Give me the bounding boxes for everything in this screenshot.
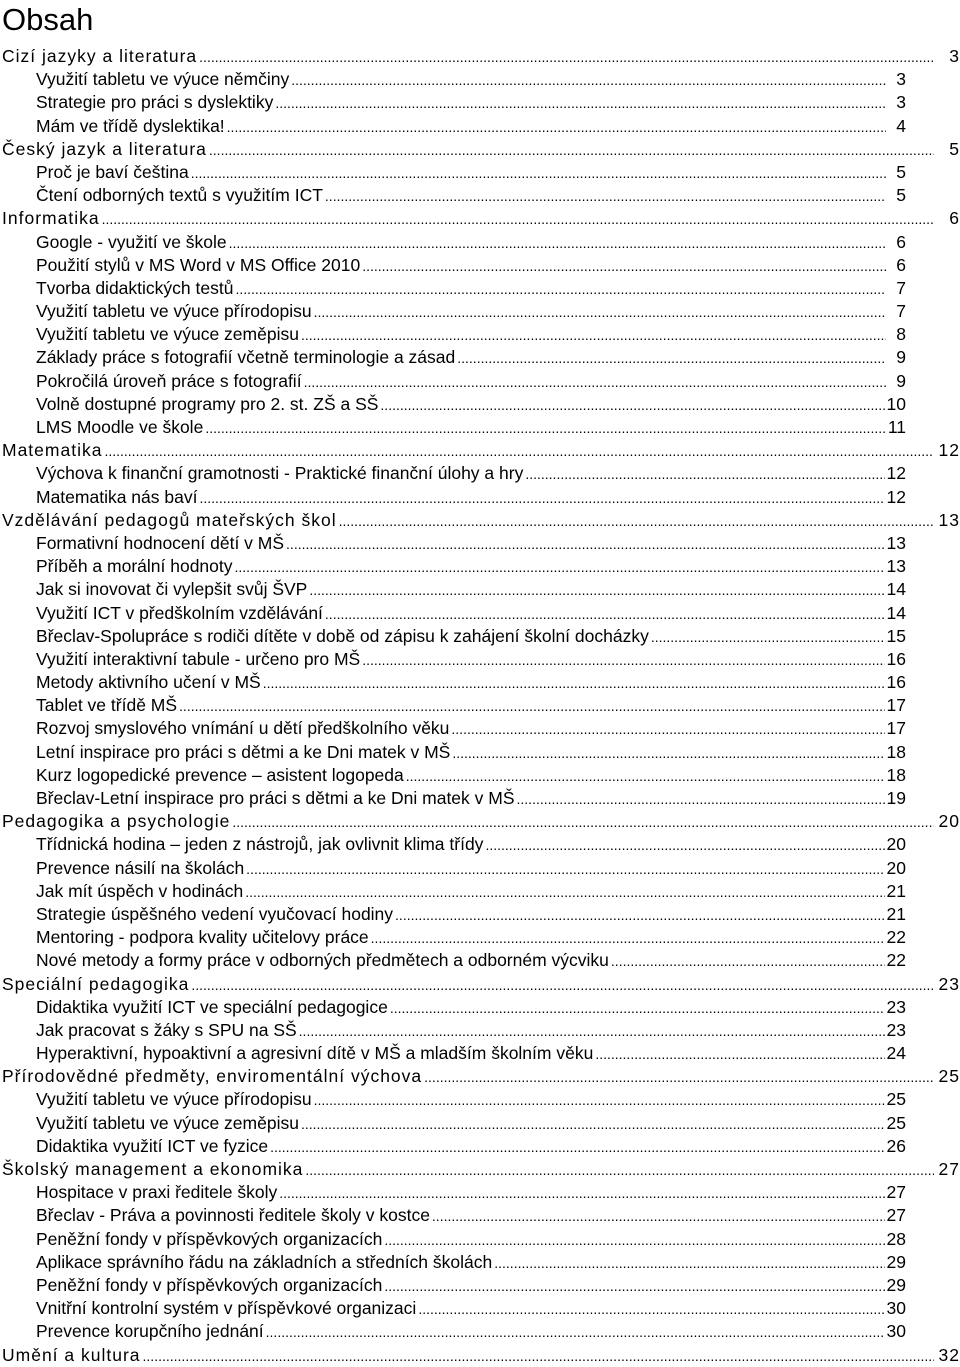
dot-leader	[266, 1320, 885, 1343]
toc-section-entry[interactable]	[0, 648, 960, 671]
dot-leader	[286, 532, 884, 555]
dot-leader	[102, 207, 934, 230]
toc-section-entry[interactable]	[0, 996, 960, 1019]
toc-page-number: 19	[886, 788, 906, 808]
dot-leader	[246, 857, 884, 880]
toc-entry-label: Cizí jazyky a literatura	[2, 46, 198, 66]
toc-section-entry[interactable]	[0, 1019, 960, 1042]
toc-entry-label: Prevence korupčního jednání	[36, 1321, 264, 1342]
toc-chapter-entry[interactable]	[0, 1344, 960, 1367]
dot-leader	[205, 416, 886, 439]
toc-page-number: 14	[886, 579, 906, 600]
toc-entry-label: Nové metody a formy práce v odborných předmětech a odborném výcviku	[36, 950, 609, 971]
dot-leader	[325, 184, 886, 207]
dot-leader	[104, 439, 934, 462]
toc-entry-label: Rozvoj smyslového vnímání u dětí předškolního věku	[36, 718, 450, 739]
toc-entry-label: Vnitřní kontrolní systém v příspěvkové organizaci	[36, 1298, 417, 1319]
dot-leader	[309, 578, 884, 601]
toc-section-entry[interactable]	[0, 880, 960, 903]
toc-chapter-entry[interactable]	[0, 1065, 960, 1088]
toc-section-entry[interactable]	[0, 1042, 960, 1065]
toc-chapter-entry[interactable]	[0, 45, 960, 68]
toc-entry-label: Didaktika využití ICT ve fyzice	[36, 1135, 269, 1156]
toc-entry-label: Mám ve třídě dyslektika!	[36, 115, 225, 136]
toc-entry-label: Využití interaktivní tabule - určeno pro MŠ	[36, 648, 361, 669]
toc-entry-label: Základy práce s fotografií včetně terminologie a zásad	[36, 347, 456, 368]
toc-page-number: 9	[896, 347, 906, 368]
toc-page-number: 27	[938, 1159, 960, 1179]
toc-page-number: 12	[938, 440, 960, 461]
dot-leader	[232, 810, 934, 833]
toc-section-entry[interactable]	[0, 671, 960, 694]
toc-page-number: 13	[938, 509, 960, 530]
toc-section-entry[interactable]	[0, 1135, 960, 1158]
toc-page-number: 6	[896, 254, 906, 275]
toc-entry-label: Peněžní fondy v příspěvkových organizacích	[36, 1228, 383, 1249]
toc-entry-label: Využití ICT v předškolním vzdělávání	[36, 602, 323, 623]
toc-section-entry[interactable]	[0, 1181, 960, 1204]
toc-entry-label: Český jazyk a literatura	[2, 138, 207, 159]
dot-leader	[325, 602, 885, 625]
toc-section-entry[interactable]	[0, 903, 960, 926]
toc-entry-label: Volně dostupné programy pro 2. st. ZŠ a SŠ	[36, 393, 379, 414]
toc-entry-label: Hospitace v praxi ředitele školy	[36, 1182, 278, 1203]
dot-leader	[418, 1297, 884, 1320]
dot-leader	[457, 346, 886, 369]
toc-section-entry[interactable]	[0, 254, 960, 277]
toc-page-number: 8	[896, 324, 906, 345]
toc-page-number: 10	[886, 393, 906, 414]
toc-section-entry[interactable]	[0, 1251, 960, 1274]
toc-section-entry[interactable]	[0, 184, 960, 207]
toc-section-entry[interactable]	[0, 1228, 960, 1251]
toc-page-number: 7	[896, 277, 906, 298]
toc-section-entry[interactable]	[0, 323, 960, 346]
toc-page-number: 6	[949, 208, 960, 229]
toc-page-number: 16	[886, 672, 906, 693]
dot-leader	[384, 1228, 884, 1251]
dot-leader	[299, 1019, 885, 1042]
toc-page-number: 3	[896, 92, 906, 113]
toc-page-number: 20	[886, 857, 906, 878]
toc-section-entry[interactable]	[0, 1320, 960, 1343]
toc-page-number: 18	[886, 764, 906, 785]
toc-entry-label: Strategie pro práci s dyslektiky	[36, 92, 274, 113]
toc-section-entry[interactable]	[0, 532, 960, 555]
toc-page-number: 3	[896, 69, 906, 90]
toc-section-entry[interactable]	[0, 1297, 960, 1320]
toc-entry-label: Tablet ve třídě MŠ	[36, 695, 178, 716]
toc-section-entry[interactable]	[0, 393, 960, 416]
toc-page-number: 15	[886, 625, 906, 646]
toc-page-number: 26	[886, 1135, 906, 1156]
toc-section-entry[interactable]	[0, 300, 960, 323]
dot-leader	[245, 880, 884, 903]
toc-section-entry[interactable]	[0, 161, 960, 184]
toc-entry-label: Přírodovědné předměty, enviromentální výchova	[2, 1066, 423, 1087]
dot-leader	[304, 370, 886, 393]
toc-entry-label: Informatika	[2, 208, 100, 229]
toc-entry-label: Jak pracovat s žáky s SPU na SŠ	[36, 1019, 297, 1040]
toc-page-number: 7	[896, 301, 906, 322]
toc-section-entry[interactable]	[0, 68, 960, 91]
dot-leader	[406, 764, 885, 787]
toc-page-number: 18	[886, 741, 906, 762]
toc-entry-label: Pedagogika a psychologie	[2, 811, 231, 832]
dot-leader	[275, 91, 886, 114]
toc-entry-label: Strategie úspěšného vedení vyučovací hodiny	[36, 903, 394, 924]
toc-section-entry[interactable]	[0, 926, 960, 949]
dot-leader	[235, 555, 885, 578]
toc-entry-label: Využití tabletu ve výuce zeměpisu	[36, 1112, 299, 1133]
toc-chapter-entry[interactable]	[0, 207, 960, 230]
toc-entry-label: Jak si inovovat či vylepšit svůj ŠVP	[36, 579, 308, 600]
dot-leader	[485, 833, 884, 856]
dot-leader	[191, 973, 934, 996]
toc-section-entry[interactable]	[0, 486, 960, 509]
toc-page-number: 24	[886, 1043, 906, 1064]
toc-section-entry[interactable]	[0, 764, 960, 787]
toc-section-entry[interactable]	[0, 1112, 960, 1135]
dot-leader	[270, 1135, 884, 1158]
toc-page-number: 4	[896, 115, 906, 136]
toc-entry-label: Vzdělávání pedagogů mateřských škol	[2, 509, 337, 530]
toc-page-number: 23	[886, 1019, 906, 1040]
dot-leader	[651, 625, 885, 648]
toc-section-entry[interactable]	[0, 1274, 960, 1297]
toc-entry-label: Jak mít úspěch v hodinách	[36, 880, 244, 901]
dot-leader	[227, 115, 886, 138]
toc-section-entry[interactable]	[0, 91, 960, 114]
dot-leader	[362, 648, 884, 671]
toc-section-entry[interactable]	[0, 625, 960, 648]
toc-page-number: 9	[896, 370, 906, 391]
toc-section-entry[interactable]	[0, 787, 960, 810]
toc-entry-label: Matematika	[2, 440, 103, 461]
toc-page-number: 27	[886, 1182, 906, 1203]
table-of-contents	[0, 45, 960, 1367]
toc-chapter-entry[interactable]	[0, 973, 960, 996]
toc-page-number: 28	[886, 1228, 906, 1249]
toc-entry-label: Čtení odborných textů s využitím ICT	[36, 185, 323, 206]
dot-leader	[380, 393, 884, 416]
toc-page-number: 25	[938, 1066, 960, 1087]
toc-entry-label: Hyperaktivní, hypoaktivní a agresivní dítě v MŠ a mladším školním věku	[36, 1043, 594, 1064]
toc-entry-label: Tvorba didaktických testů	[36, 277, 234, 298]
dot-leader	[371, 926, 885, 949]
dot-leader	[362, 254, 886, 277]
toc-section-entry[interactable]	[0, 1088, 960, 1111]
toc-entry-label: Kurz logopedické prevence – asistent logopeda	[36, 764, 404, 785]
toc-page-number: 20	[938, 811, 960, 832]
toc-chapter-entry[interactable]	[0, 810, 960, 833]
page-title: Obsah	[2, 2, 94, 37]
toc-page-number: 27	[886, 1205, 906, 1226]
dot-leader	[314, 300, 886, 323]
toc-entry-label: Aplikace správního řádu na základních a středních školách	[36, 1251, 493, 1272]
toc-section-entry[interactable]	[0, 277, 960, 300]
dot-leader	[301, 1112, 885, 1135]
dot-leader	[229, 231, 886, 254]
toc-page-number: 11	[887, 417, 906, 437]
toc-entry-label: Letní inspirace pro práci s dětmi a ke Dni matek v MŠ	[36, 741, 451, 762]
toc-page-number: 22	[886, 927, 906, 948]
toc-entry-label: Břeclav - Práva a povinnosti ředitele školy v kostce	[36, 1205, 430, 1226]
toc-page-number: 29	[886, 1274, 906, 1295]
toc-chapter-entry[interactable]	[0, 138, 960, 161]
toc-entry-label: Využití tabletu ve výuce přírodopisu	[36, 301, 312, 322]
dot-leader	[305, 1158, 934, 1181]
toc-page-number: 13	[886, 556, 906, 577]
dot-leader	[384, 1274, 884, 1297]
toc-entry-label: Prevence násilí na školách	[36, 857, 245, 878]
dot-leader	[235, 277, 886, 300]
dot-leader	[424, 1065, 934, 1088]
toc-section-entry[interactable]	[0, 602, 960, 625]
toc-page-number: 23	[886, 996, 906, 1017]
toc-section-entry[interactable]	[0, 857, 960, 880]
toc-entry-label: Speciální pedagogika	[2, 973, 190, 994]
toc-section-entry[interactable]	[0, 717, 960, 740]
toc-entry-label: Formativní hodnocení dětí v MŠ	[36, 532, 285, 553]
toc-entry-label: Pokročilá úroveň práce s fotografií	[36, 370, 302, 391]
toc-entry-label: Matematika nás baví	[36, 486, 198, 507]
dot-leader	[494, 1251, 884, 1274]
toc-page-number: 17	[886, 718, 906, 739]
toc-entry-label: Břeclav-Letní inspirace pro práci s dětmi a ke Dni matek v MŠ	[36, 788, 515, 808]
dot-leader	[595, 1042, 884, 1065]
dot-leader	[525, 462, 884, 485]
toc-entry-label: Školský management a ekonomika	[2, 1159, 304, 1179]
toc-page-number: 17	[886, 695, 906, 716]
toc-entry-label: Využití tabletu ve výuce zeměpisu	[36, 324, 299, 345]
toc-entry-label: Umění a kultura	[2, 1344, 141, 1365]
dot-leader	[199, 486, 884, 509]
toc-page-number: 14	[886, 602, 906, 623]
toc-section-entry[interactable]	[0, 949, 960, 972]
toc-page-number: 5	[896, 161, 906, 182]
dot-leader	[452, 741, 884, 764]
toc-page-number: 22	[886, 950, 906, 971]
toc-section-entry[interactable]	[0, 115, 960, 138]
toc-section-entry[interactable]	[0, 231, 960, 254]
toc-page-number: 25	[886, 1089, 906, 1110]
toc-page-number: 6	[896, 231, 906, 252]
dot-leader	[179, 694, 884, 717]
toc-entry-label: Proč je baví čeština	[36, 161, 189, 182]
toc-entry-label: Břeclav-Spolupráce s rodiči dítěte v době od zápisu k zahájení školní docházky	[36, 625, 649, 646]
toc-page-number: 5	[949, 138, 960, 159]
toc-page-number: 25	[886, 1112, 906, 1133]
toc-entry-label: Metody aktivního učení v MŠ	[36, 672, 261, 693]
toc-section-entry[interactable]	[0, 346, 960, 369]
toc-entry-label: Využití tabletu ve výuce přírodopisu	[36, 1089, 312, 1110]
dot-leader	[314, 1088, 885, 1111]
toc-chapter-entry[interactable]	[0, 1158, 960, 1181]
toc-page-number: 32	[938, 1344, 960, 1365]
toc-page-number: 5	[896, 185, 906, 206]
dot-leader	[291, 68, 886, 91]
toc-entry-label: Použití stylů v MS Word v MS Office 2010	[36, 254, 361, 275]
toc-chapter-entry[interactable]	[0, 439, 960, 462]
toc-page-number: 12	[886, 463, 906, 484]
toc-section-entry[interactable]	[0, 462, 960, 485]
toc-entry-label: Didaktika využití ICT ve speciální pedagogice	[36, 996, 388, 1017]
toc-section-entry[interactable]	[0, 1204, 960, 1227]
toc-entry-label: Výchova k finanční gramotnosti - Praktické finanční úlohy a hry	[36, 463, 524, 484]
toc-entry-label: LMS Moodle ve škole	[36, 417, 204, 437]
toc-page-number: 20	[886, 834, 906, 855]
toc-page-number: 30	[886, 1321, 906, 1342]
toc-entry-label: Mentoring - podpora kvality učitelovy práce	[36, 927, 369, 948]
dot-leader	[517, 787, 885, 810]
toc-chapter-entry[interactable]	[0, 509, 960, 532]
dot-leader	[199, 45, 934, 68]
toc-section-entry[interactable]	[0, 741, 960, 764]
dot-leader	[432, 1204, 885, 1227]
toc-page-number: 3	[949, 46, 960, 66]
dot-leader	[611, 949, 885, 972]
dot-leader	[339, 509, 934, 532]
toc-section-entry[interactable]	[0, 416, 960, 439]
toc-page-number: 29	[886, 1251, 906, 1272]
toc-page-number: 30	[886, 1298, 906, 1319]
toc-entry-label: Třídnická hodina – jeden z nástrojů, jak ovlivnit klima třídy	[36, 834, 484, 855]
toc-page-number: 23	[938, 973, 960, 994]
toc-page-number: 13	[886, 532, 906, 553]
dot-leader	[451, 717, 884, 740]
toc-page-number: 21	[886, 880, 906, 901]
toc-entry-label: Peněžní fondy v příspěvkových organizacích	[36, 1274, 383, 1295]
dot-leader	[395, 903, 884, 926]
toc-entry-label: Google - využití ve škole	[36, 231, 227, 252]
toc-page-number: 21	[886, 903, 906, 924]
dot-leader	[209, 138, 934, 161]
toc-section-entry[interactable]	[0, 833, 960, 856]
dot-leader	[191, 161, 886, 184]
dot-leader	[301, 323, 886, 346]
toc-page-number: 12	[886, 486, 906, 507]
toc-entry-label: Příběh a morální hodnoty	[36, 556, 233, 577]
toc-section-entry[interactable]	[0, 555, 960, 578]
toc-section-entry[interactable]	[0, 370, 960, 393]
dot-leader	[390, 996, 885, 1019]
toc-entry-label: Využití tabletu ve výuce němčiny	[36, 69, 290, 90]
toc-page-number: 16	[886, 648, 906, 669]
dot-leader	[279, 1181, 884, 1204]
toc-section-entry[interactable]	[0, 578, 960, 601]
dot-leader	[263, 671, 885, 694]
dot-leader	[143, 1344, 934, 1367]
toc-section-entry[interactable]	[0, 694, 960, 717]
